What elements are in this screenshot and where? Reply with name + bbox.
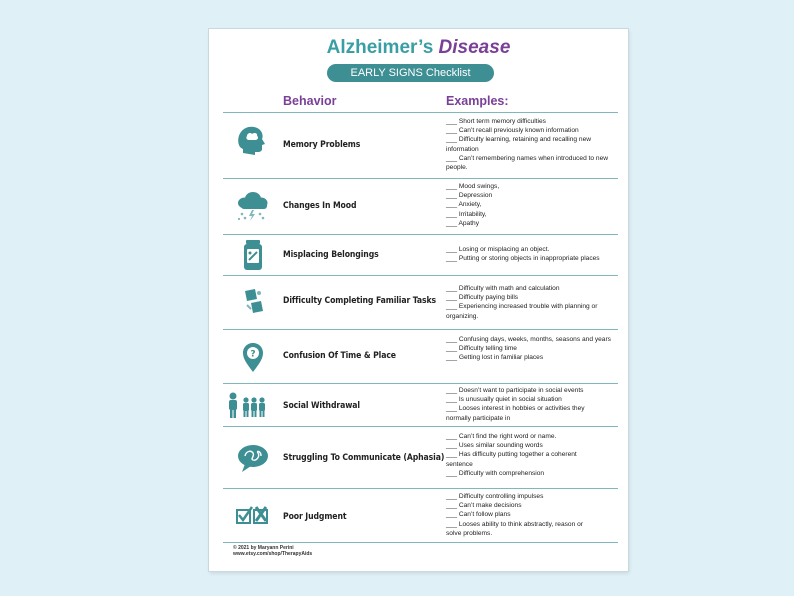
- examples-list: [446, 335, 616, 363]
- checklist-row-judgment: [209, 489, 628, 542]
- broken-task-icon: [233, 283, 273, 323]
- example-item: ___ Uses similar sounding words: [446, 442, 543, 450]
- example-item: ___ Confusing days, weeks, months, seasons and years: [446, 336, 611, 343]
- example-item: ___ Can’t recall previously known information: [446, 127, 579, 135]
- example-item: ___ Looses ability to think abstractly, reason or solve problems.: [446, 520, 583, 537]
- behavior-label: Confusion Of Time & Place: [283, 351, 396, 361]
- divider: [223, 542, 618, 543]
- example-item: ___ Depression: [446, 192, 493, 200]
- svg-text:?: ?: [250, 349, 256, 360]
- examples-list: [446, 117, 616, 172]
- example-item: ___ Doesn’t want to participate in social events: [446, 387, 584, 394]
- behavior-label: Memory Problems: [283, 140, 361, 150]
- example-item: ___ Can’t make decisions: [446, 502, 522, 510]
- example-item: ___ Difficulty controlling impulses: [446, 493, 544, 500]
- checklist-row-communicate: [209, 427, 628, 488]
- example-item: ___ Short term memory difficulties: [446, 118, 546, 125]
- examples-column-header: Examples:: [446, 94, 509, 108]
- behavior-label: Difficulty Completing Familiar Tasks: [283, 296, 436, 306]
- checklist-row-misplacing: [209, 235, 628, 275]
- example-item: ___ Difficulty with math and calculation: [446, 285, 560, 292]
- copyright-text: © 2021 by Maryann Perini: [233, 545, 294, 551]
- example-item: ___ Can’t remembering names when introduced to new people.: [446, 154, 609, 172]
- storm-cloud-icon: [233, 187, 273, 227]
- example-item: ___ Mood swings,: [446, 183, 500, 190]
- map-pin-question-icon: [233, 338, 273, 378]
- checklist-page: [209, 29, 628, 571]
- behavior-column-header: Behavior: [283, 94, 337, 108]
- page-title: [209, 37, 628, 59]
- examples-list: [446, 284, 616, 321]
- speech-bubble-scribble-icon: [233, 439, 273, 479]
- check-x-boxes-icon: [235, 499, 271, 539]
- checklist-row-social: [209, 384, 628, 426]
- example-item: ___ Is unusually quiet in social situation: [446, 396, 562, 404]
- examples-list: [446, 386, 616, 423]
- examples-list: [446, 432, 616, 478]
- example-item: ___ Difficulty telling time: [446, 345, 517, 353]
- example-item: ___ Apathy: [446, 219, 479, 227]
- example-item: ___ Has difficulty putting together a coherent sentence: [446, 451, 577, 468]
- title-part2: Disease: [438, 37, 511, 58]
- shop-url: www.etsy.com/shop/TherapyAids: [233, 551, 313, 557]
- footer: [233, 545, 312, 557]
- example-item: ___ Getting lost in familiar places: [446, 354, 544, 362]
- example-item: ___ Irritability,: [446, 210, 487, 218]
- checklist-row-mood: [209, 179, 628, 234]
- checklist-row-tasks: [209, 276, 628, 329]
- behavior-label: Social Withdrawal: [283, 401, 360, 411]
- head-brain-icon: [233, 123, 273, 163]
- checklist-row-memory: [209, 113, 628, 178]
- example-item: ___ Experiencing increased trouble with planning or organizing.: [446, 303, 598, 320]
- checklist-row-confusion: [209, 330, 628, 383]
- behavior-label: Poor Judgment: [283, 512, 347, 522]
- behavior-label: Struggling To Communicate (Aphasia): [283, 453, 445, 463]
- example-item: ___ Difficulty paying bills: [446, 294, 519, 302]
- title-part1: Alzheimer’s: [326, 37, 434, 58]
- examples-list: [446, 492, 616, 538]
- example-item: ___ Can’t find the right word or name.: [446, 433, 557, 440]
- example-item: ___ Anxiety,: [446, 201, 482, 209]
- examples-list: [446, 245, 616, 263]
- example-item: ___ Looses interest in hobbies or activities they normally participate in: [446, 405, 585, 422]
- example-item: ___ Difficulty learning, retaining and recalling new information: [446, 136, 592, 153]
- example-item: ___ Losing or misplacing an object.: [446, 246, 550, 253]
- example-item: ___ Putting or storing objects in inappropriate places: [446, 255, 600, 263]
- behavior-label: Changes In Mood: [283, 201, 357, 211]
- subtitle-pill: EARLY SIGNS Checklist: [327, 64, 494, 82]
- jar-icon: [233, 237, 273, 277]
- people-group-icon: [225, 386, 269, 426]
- example-item: ___ Difficulty with comprehension: [446, 469, 545, 477]
- behavior-label: Misplacing Belongings: [283, 250, 379, 260]
- example-item: ___ Can’t follow plans: [446, 511, 511, 519]
- examples-list: [446, 182, 616, 228]
